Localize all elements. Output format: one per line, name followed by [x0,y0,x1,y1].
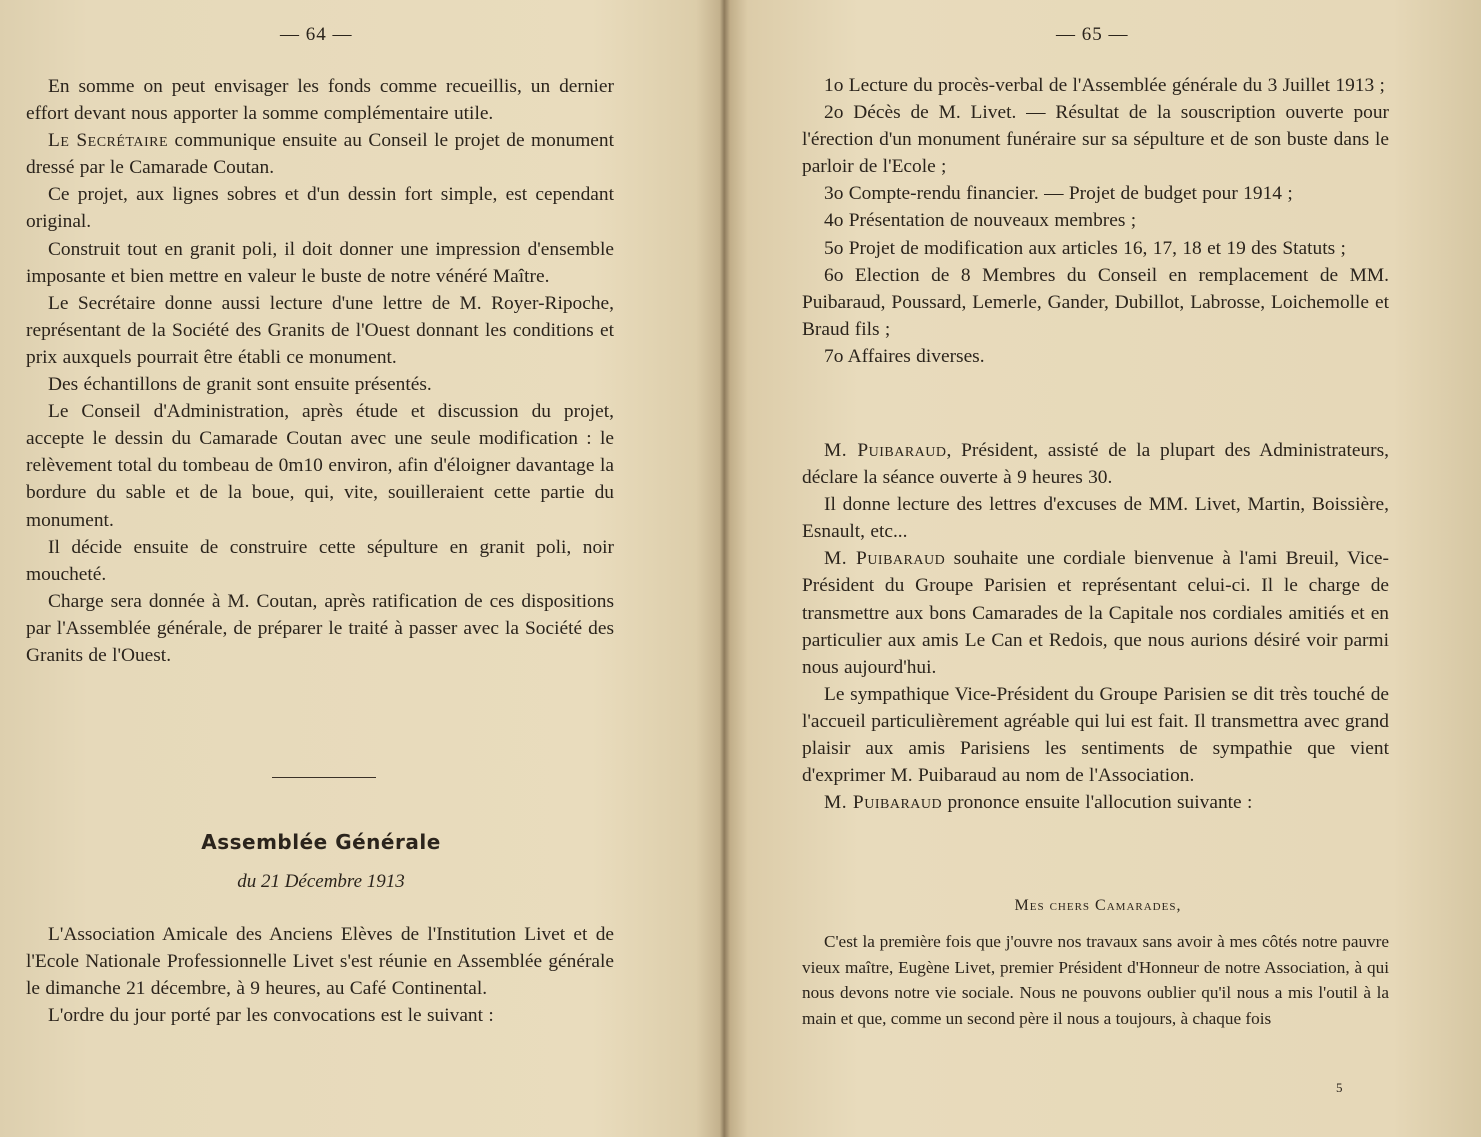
president-name: M. Puibaraud [824,792,943,814]
president-name: M. Puibaraud [824,548,946,570]
secretaire-label: Le Secrétaire [48,130,169,152]
paragraph: C'est la première fois que j'ouvre nos travaux sans avoir à mes côtés notre pauvre vieux maître, Eugène Livet, premier Président d'Honneur de notre Association, à qui nous devons notre vie sociale. Nous ne pouvons oublier qu'il nous a mis l'outil à la main et que, comme un second père il nous a toujours, à chaque fois [802,932,1389,1028]
paragraph: Le Conseil d'Administration, après étude et discussion du projet, accepte le dessin du Camarade Coutan avec une seule modification : le relèvement total du tombeau de 0m10 environ, afin d'éloigner davantage la bordure du sable et de la boue, qui, vite, souilleraient cette partie du monument. [26,401,614,531]
paragraph [26,127,614,181]
paragraph [802,437,1389,491]
paragraph [802,789,1389,816]
paragraph: L'Association Amicale des Anciens Elèves de l'Institution Livet et de l'Ecole Nationale Professionnelle Livet s'est réunie en Assemblée générale le dimanche 21 décembre, à 9 heures, au Café Continental. [26,924,614,1000]
agenda-item: 2o Décès de M. Livet. — Résultat de la souscription ouverte pour l'érection d'un monument funéraire sur sa sépulture et de son buste dans le parloir de l'Ecole ; [802,102,1389,178]
agenda-item: 6o Election de 8 Membres du Conseil en remplacement de MM. Puibaraud, Poussard, Lemerle, Gander, Dubillot, Labrosse, Loichemolle et Braud fils ; [802,264,1389,340]
paragraph: Il décide ensuite de construire cette sépulture en granit poli, noir moucheté. [26,536,614,585]
agenda-item: 7o Affaires diverses. [824,345,985,367]
agenda-list [802,72,1389,370]
agenda-item: 1o Lecture du procès-verbal de l'Assemblée générale du 3 Juillet 1913 ; [824,75,1385,96]
paragraph: Le Secrétaire donne aussi lecture d'une lettre de M. Royer-Ripoche, représentant de la Société des Granits de l'Ouest donnant les conditions et prix auxquels pourrait être établi ce monument. [26,292,614,368]
page-number-right: — 65 — [1056,24,1129,45]
page-number-left: — 64 — [280,24,353,45]
section-divider [272,777,376,778]
assembly-text [26,921,614,1029]
agenda-item: 4o Présentation de nouveaux membres ; [824,210,1137,232]
section-date: du 21 Décembre 1913 [237,871,405,892]
paragraph-text: prononce ensuite l'allocution suivante : [942,792,1253,814]
paragraph: Charge sera donnée à M. Coutan, après ratification de ces dispositions par l'Assemblée générale, de préparer le traité à passer avec la Société des Granits de l'Ouest. [26,590,614,666]
paragraph: Il donne lecture des lettres d'excuses de MM. Livet, Martin, Boissière, Esnault, etc... [802,494,1389,543]
paragraph-text: , Président, assisté de la plupart des Administrateurs, déclare la séance ouverte à 9 heures 30. [802,440,1389,489]
paragraph: En somme on peut envisager les fonds comme recueillis, un dernier effort devant nous apporter la somme complémentaire utile. [26,76,614,125]
right-page [718,0,1481,1137]
president-name: M. Puibaraud [824,440,947,461]
paragraph-text: communique ensuite au Conseil le projet de monument dressé par le Camarade Coutan. [26,130,614,179]
paragraph: Ce projet, aux lignes sobres et d'un dessin fort simple, est cependant original. [26,184,614,233]
signature-mark: 5 [1336,1080,1343,1095]
speech-text [802,929,1389,1031]
paragraph: Le sympathique Vice-Président du Groupe Parisien se dit très touché de l'accueil particulièrement agréable qui lui est fait. Il transmettra avec grand plaisir aux amis Parisiens les sentiments de sympathie que vient d'exprimer M. Puibaraud au nom de l'Association. [802,683,1389,787]
speech-salutation: Mes chers Camarades, [1014,897,1182,914]
agenda-item: 3o Compte-rendu financier. — Projet de budget pour 1914 ; [824,183,1293,205]
agenda-item: 5o Projet de modification aux articles 16, 17, 18 et 19 des Statuts ; [824,237,1346,259]
paragraph: L'ordre du jour porté par les convocations est le suivant : [48,1005,494,1027]
paragraph-text: souhaite une cordiale bienvenue à l'ami Breuil, Vice-Président du Groupe Parisien et représentant celui-ci. Il le charge de transmettre aux bons Camarades de la Capitale nos cordiales amitiés et en particulier aux amis Le Can et Redois, que nous aurions désiré voir parmi nous aujourd'hui. [802,548,1389,678]
paragraph [802,545,1389,680]
minutes-text [802,437,1389,816]
paragraph: Construit tout en granit poli, il doit donner une impression d'ensemble imposante et bien mettre en valeur le buste de notre vénéré Maître. [26,238,614,287]
left-body-text [26,73,614,669]
left-page [0,0,718,1137]
section-heading: Assemblée Générale [201,830,441,854]
paragraph: Des échantillons de granit sont ensuite présentés. [48,374,432,396]
